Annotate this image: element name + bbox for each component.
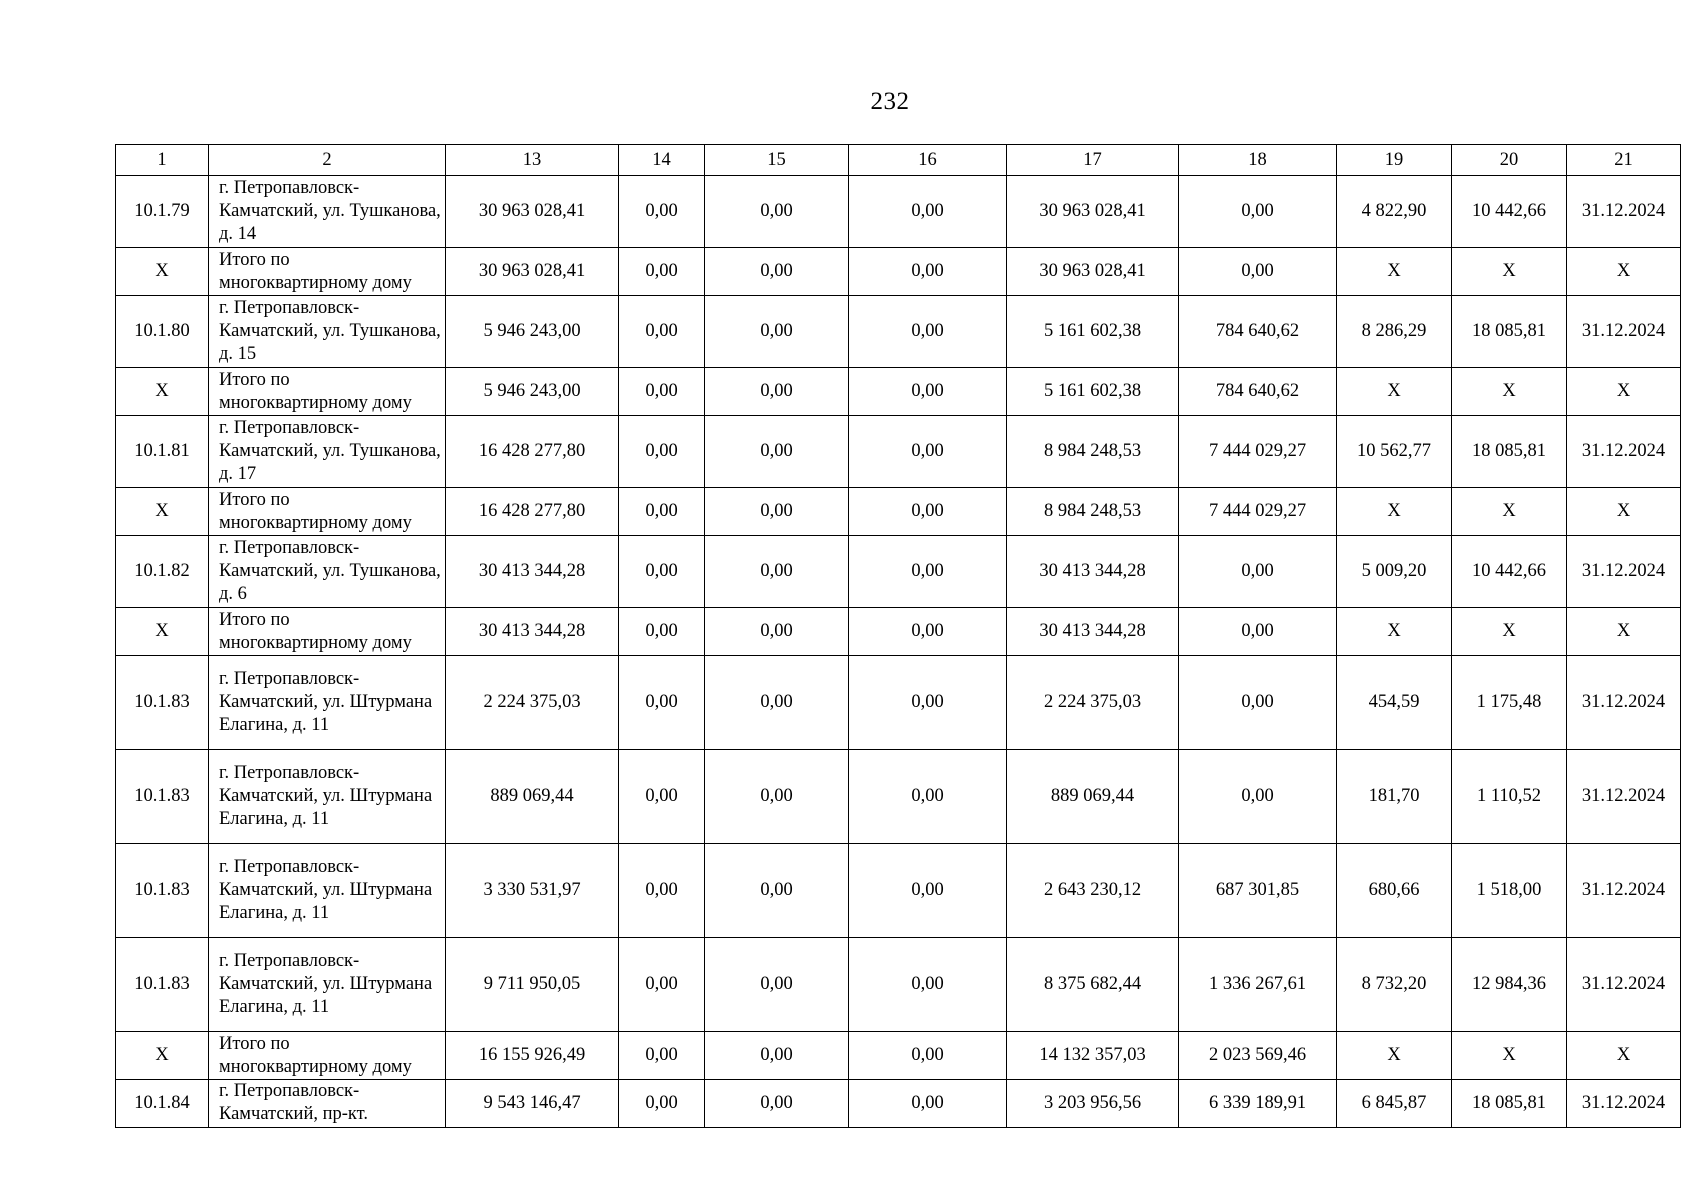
col18-cell: 0,00 <box>1179 536 1337 608</box>
row-number-cell: 10.1.84 <box>116 1080 209 1128</box>
row-number-cell: 10.1.79 <box>116 176 209 248</box>
col13-cell: 5 946 243,00 <box>446 296 619 368</box>
table-row <box>116 536 1681 608</box>
page-number: 232 <box>870 88 910 115</box>
col16-cell: 0,00 <box>849 176 1007 248</box>
col20-cell: 10 442,66 <box>1452 536 1567 608</box>
col18-cell: 0,00 <box>1179 608 1337 656</box>
col13-cell: 30 963 028,41 <box>446 176 619 248</box>
col15-cell: 0,00 <box>705 296 849 368</box>
date-cell: 31.12.2024 <box>1567 750 1681 844</box>
col13-cell: 889 069,44 <box>446 750 619 844</box>
col14-cell: 0,00 <box>619 750 705 844</box>
col20-cell: X <box>1452 248 1567 296</box>
col15-cell: 0,00 <box>705 248 849 296</box>
col17-cell: 8 375 682,44 <box>1007 938 1179 1032</box>
date-cell: X <box>1567 488 1681 536</box>
col16-cell: 0,00 <box>849 608 1007 656</box>
col17-cell: 8 984 248,53 <box>1007 488 1179 536</box>
date-cell: 31.12.2024 <box>1567 938 1681 1032</box>
address-cell: г. Петропавловск-Камчатский, ул. Тушканова, д. 6 <box>209 536 446 608</box>
date-cell: 31.12.2024 <box>1567 296 1681 368</box>
col19-cell: 680,66 <box>1337 844 1452 938</box>
col19-cell: X <box>1337 608 1452 656</box>
col16-cell: 0,00 <box>849 1080 1007 1128</box>
col18-cell: 6 339 189,91 <box>1179 1080 1337 1128</box>
col18-cell: 0,00 <box>1179 176 1337 248</box>
col19-cell: 8 732,20 <box>1337 938 1452 1032</box>
header-row <box>116 145 1681 176</box>
address-cell: г. Петропавловск-Камчатский, ул. Штурмана Елагина, д. 11 <box>209 656 446 750</box>
col20-cell: X <box>1452 1032 1567 1080</box>
address-cell: Итого по многоквартирному дому <box>209 1032 446 1080</box>
col14-cell: 0,00 <box>619 844 705 938</box>
col18-cell: 2 023 569,46 <box>1179 1032 1337 1080</box>
row-number-cell: 10.1.83 <box>116 844 209 938</box>
col17-cell: 2 643 230,12 <box>1007 844 1179 938</box>
row-number-cell: 10.1.82 <box>116 536 209 608</box>
col13-cell: 30 413 344,28 <box>446 608 619 656</box>
col13-cell: 9 711 950,05 <box>446 938 619 1032</box>
col18-cell: 1 336 267,61 <box>1179 938 1337 1032</box>
col19-cell: X <box>1337 368 1452 416</box>
col18-cell: 0,00 <box>1179 750 1337 844</box>
date-cell: 31.12.2024 <box>1567 176 1681 248</box>
col14-cell: 0,00 <box>619 1080 705 1128</box>
col16-cell: 0,00 <box>849 938 1007 1032</box>
column-header: 20 <box>1452 145 1567 176</box>
col17-cell: 2 224 375,03 <box>1007 656 1179 750</box>
address-cell: Итого по многоквартирному дому <box>209 488 446 536</box>
col13-cell: 2 224 375,03 <box>446 656 619 750</box>
date-cell: X <box>1567 248 1681 296</box>
table-row <box>116 488 1681 536</box>
col19-cell: X <box>1337 248 1452 296</box>
col20-cell: 18 085,81 <box>1452 416 1567 488</box>
col14-cell: 0,00 <box>619 176 705 248</box>
col18-cell: 7 444 029,27 <box>1179 488 1337 536</box>
col14-cell: 0,00 <box>619 368 705 416</box>
date-cell: X <box>1567 608 1681 656</box>
table-row <box>116 176 1681 248</box>
date-cell: X <box>1567 1032 1681 1080</box>
col17-cell: 5 161 602,38 <box>1007 368 1179 416</box>
col20-cell: 1 518,00 <box>1452 844 1567 938</box>
col20-cell: 10 442,66 <box>1452 176 1567 248</box>
col18-cell: 784 640,62 <box>1179 296 1337 368</box>
col17-cell: 30 413 344,28 <box>1007 608 1179 656</box>
address-cell: г. Петропавловск-Камчатский, ул. Штурмана Елагина, д. 11 <box>209 750 446 844</box>
table-row <box>116 750 1681 844</box>
col14-cell: 0,00 <box>619 938 705 1032</box>
col14-cell: 0,00 <box>619 656 705 750</box>
col16-cell: 0,00 <box>849 656 1007 750</box>
col16-cell: 0,00 <box>849 1032 1007 1080</box>
column-header: 1 <box>116 145 209 176</box>
address-cell: Итого по многоквартирному дому <box>209 248 446 296</box>
col15-cell: 0,00 <box>705 176 849 248</box>
col17-cell: 30 963 028,41 <box>1007 176 1179 248</box>
row-number-cell: 10.1.83 <box>116 750 209 844</box>
row-number-cell: 10.1.83 <box>116 938 209 1032</box>
date-cell: 31.12.2024 <box>1567 656 1681 750</box>
date-cell: 31.12.2024 <box>1567 536 1681 608</box>
col16-cell: 0,00 <box>849 368 1007 416</box>
col14-cell: 0,00 <box>619 296 705 368</box>
col19-cell: 454,59 <box>1337 656 1452 750</box>
table-row <box>116 938 1681 1032</box>
col17-cell: 8 984 248,53 <box>1007 416 1179 488</box>
col20-cell: 1 110,52 <box>1452 750 1567 844</box>
address-cell: Итого по многоквартирному дому <box>209 368 446 416</box>
col13-cell: 5 946 243,00 <box>446 368 619 416</box>
col15-cell: 0,00 <box>705 488 849 536</box>
col20-cell: 18 085,81 <box>1452 1080 1567 1128</box>
col20-cell: 1 175,48 <box>1452 656 1567 750</box>
col16-cell: 0,00 <box>849 296 1007 368</box>
address-cell: г. Петропавловск-Камчатский, пр-кт. <box>209 1080 446 1128</box>
col13-cell: 30 413 344,28 <box>446 536 619 608</box>
address-cell: г. Петропавловск-Камчатский, ул. Тушканова, д. 14 <box>209 176 446 248</box>
col15-cell: 0,00 <box>705 750 849 844</box>
table-row <box>116 1032 1681 1080</box>
col19-cell: X <box>1337 488 1452 536</box>
table-row <box>116 248 1681 296</box>
date-cell: X <box>1567 368 1681 416</box>
row-number-cell: X <box>116 608 209 656</box>
row-number-cell: X <box>116 1032 209 1080</box>
column-header: 16 <box>849 145 1007 176</box>
col14-cell: 0,00 <box>619 488 705 536</box>
address-cell: г. Петропавловск-Камчатский, ул. Штурмана Елагина, д. 11 <box>209 938 446 1032</box>
address-cell: г. Петропавловск-Камчатский, ул. Тушканова, д. 17 <box>209 416 446 488</box>
col17-cell: 14 132 357,03 <box>1007 1032 1179 1080</box>
col15-cell: 0,00 <box>705 416 849 488</box>
col16-cell: 0,00 <box>849 416 1007 488</box>
table-row <box>116 296 1681 368</box>
col17-cell: 5 161 602,38 <box>1007 296 1179 368</box>
col18-cell: 784 640,62 <box>1179 368 1337 416</box>
col14-cell: 0,00 <box>619 416 705 488</box>
col13-cell: 16 428 277,80 <box>446 416 619 488</box>
col19-cell: 4 822,90 <box>1337 176 1452 248</box>
col14-cell: 0,00 <box>619 536 705 608</box>
col14-cell: 0,00 <box>619 248 705 296</box>
col19-cell: 181,70 <box>1337 750 1452 844</box>
col15-cell: 0,00 <box>705 938 849 1032</box>
col16-cell: 0,00 <box>849 844 1007 938</box>
col15-cell: 0,00 <box>705 1080 849 1128</box>
col20-cell: X <box>1452 488 1567 536</box>
col14-cell: 0,00 <box>619 1032 705 1080</box>
col19-cell: 10 562,77 <box>1337 416 1452 488</box>
col20-cell: 12 984,36 <box>1452 938 1567 1032</box>
col18-cell: 687 301,85 <box>1179 844 1337 938</box>
table-row <box>116 656 1681 750</box>
column-header: 18 <box>1179 145 1337 176</box>
column-header: 21 <box>1567 145 1681 176</box>
col19-cell: X <box>1337 1032 1452 1080</box>
col17-cell: 889 069,44 <box>1007 750 1179 844</box>
col15-cell: 0,00 <box>705 608 849 656</box>
col16-cell: 0,00 <box>849 536 1007 608</box>
row-number-cell: X <box>116 248 209 296</box>
address-cell: г. Петропавловск-Камчатский, ул. Штурмана Елагина, д. 11 <box>209 844 446 938</box>
table-row <box>116 1080 1681 1128</box>
col13-cell: 3 330 531,97 <box>446 844 619 938</box>
date-cell: 31.12.2024 <box>1567 416 1681 488</box>
column-header: 2 <box>209 145 446 176</box>
col16-cell: 0,00 <box>849 488 1007 536</box>
column-header: 17 <box>1007 145 1179 176</box>
col13-cell: 9 543 146,47 <box>446 1080 619 1128</box>
col15-cell: 0,00 <box>705 1032 849 1080</box>
date-cell: 31.12.2024 <box>1567 844 1681 938</box>
col16-cell: 0,00 <box>849 750 1007 844</box>
col20-cell: X <box>1452 608 1567 656</box>
col20-cell: 18 085,81 <box>1452 296 1567 368</box>
col15-cell: 0,00 <box>705 536 849 608</box>
date-cell: 31.12.2024 <box>1567 1080 1681 1128</box>
col15-cell: 0,00 <box>705 844 849 938</box>
col18-cell: 0,00 <box>1179 656 1337 750</box>
address-cell: г. Петропавловск-Камчатский, ул. Тушканова, д. 15 <box>209 296 446 368</box>
col13-cell: 30 963 028,41 <box>446 248 619 296</box>
row-number-cell: 10.1.80 <box>116 296 209 368</box>
col20-cell: X <box>1452 368 1567 416</box>
table-row <box>116 844 1681 938</box>
column-header: 19 <box>1337 145 1452 176</box>
col17-cell: 30 963 028,41 <box>1007 248 1179 296</box>
col17-cell: 30 413 344,28 <box>1007 536 1179 608</box>
col13-cell: 16 155 926,49 <box>446 1032 619 1080</box>
col19-cell: 5 009,20 <box>1337 536 1452 608</box>
table-row <box>116 608 1681 656</box>
column-header: 15 <box>705 145 849 176</box>
col15-cell: 0,00 <box>705 368 849 416</box>
row-number-cell: 10.1.83 <box>116 656 209 750</box>
data-table <box>115 144 1681 1128</box>
col16-cell: 0,00 <box>849 248 1007 296</box>
col19-cell: 6 845,87 <box>1337 1080 1452 1128</box>
table-row <box>116 416 1681 488</box>
col18-cell: 7 444 029,27 <box>1179 416 1337 488</box>
row-number-cell: 10.1.81 <box>116 416 209 488</box>
column-header: 13 <box>446 145 619 176</box>
col14-cell: 0,00 <box>619 608 705 656</box>
row-number-cell: X <box>116 368 209 416</box>
col19-cell: 8 286,29 <box>1337 296 1452 368</box>
table-row <box>116 368 1681 416</box>
row-number-cell: X <box>116 488 209 536</box>
col13-cell: 16 428 277,80 <box>446 488 619 536</box>
col18-cell: 0,00 <box>1179 248 1337 296</box>
col17-cell: 3 203 956,56 <box>1007 1080 1179 1128</box>
column-header: 14 <box>619 145 705 176</box>
col15-cell: 0,00 <box>705 656 849 750</box>
address-cell: Итого по многоквартирному дому <box>209 608 446 656</box>
